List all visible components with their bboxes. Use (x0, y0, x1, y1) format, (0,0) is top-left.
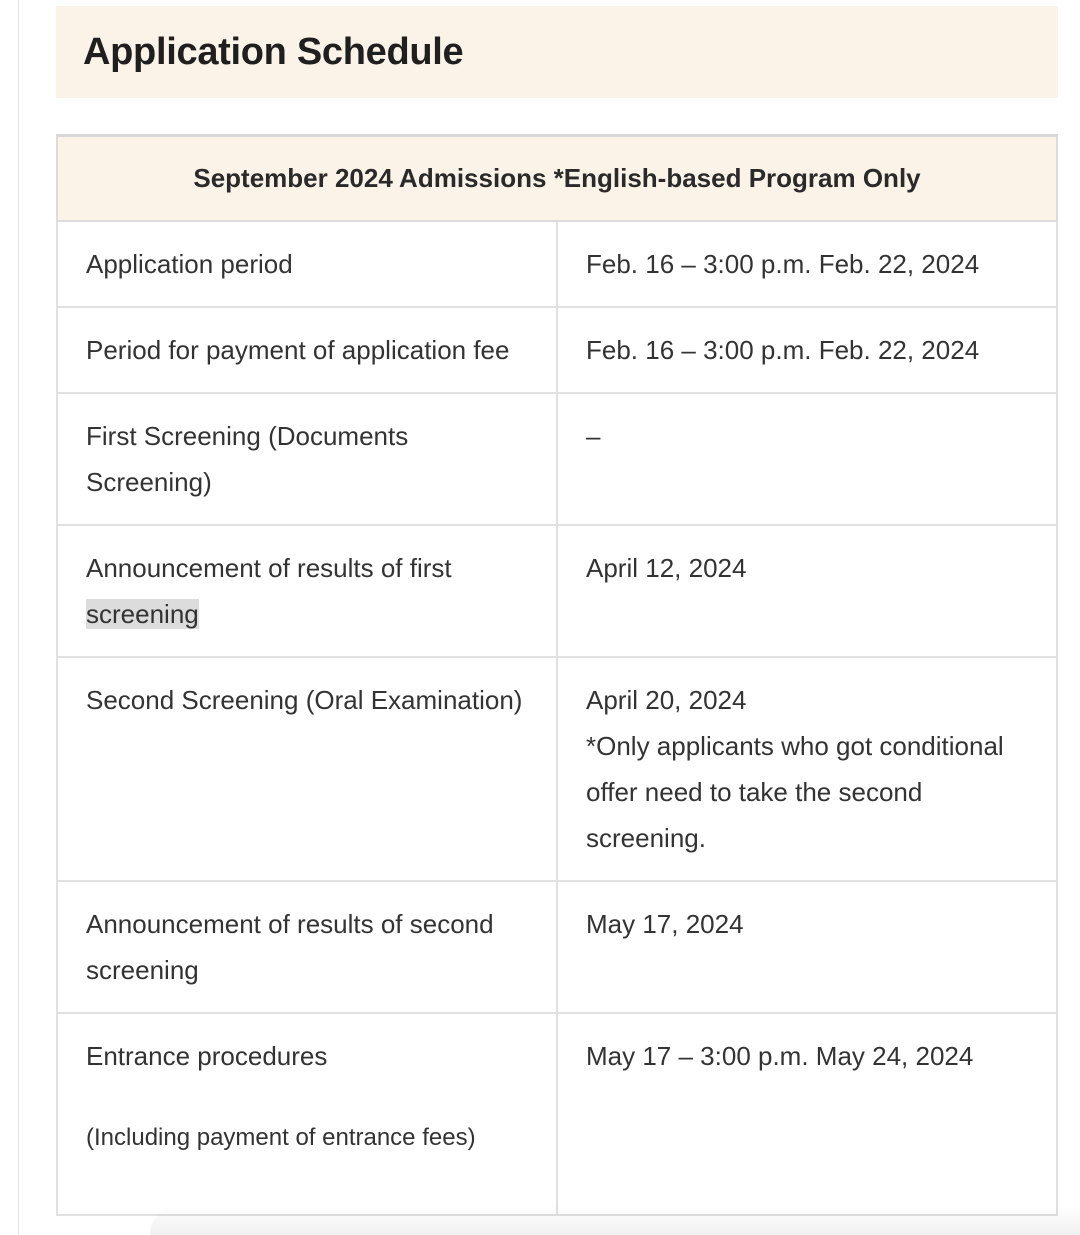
table-row (57, 881, 1057, 1013)
row-label: Application period (57, 221, 557, 307)
row-label: Announcement of results of second screening (57, 881, 557, 1013)
row-value: – (557, 393, 1057, 525)
table-row (57, 307, 1057, 393)
section-title: Application Schedule (83, 30, 464, 73)
row-value: Feb. 16 – 3:00 p.m. Feb. 22, 2024 (557, 307, 1057, 393)
schedule-table-container (56, 134, 1058, 1216)
row-label: Second Screening (Oral Examination) (57, 657, 557, 881)
row-label (57, 1013, 557, 1215)
table-caption-row (57, 136, 1057, 222)
left-divider (18, 0, 19, 1235)
table-row (57, 221, 1057, 307)
table-caption: September 2024 Admissions *English-based Program Only (57, 136, 1057, 222)
row-label: First Screening (Documents Screening) (57, 393, 557, 525)
table-row (57, 525, 1057, 657)
row-value-note: *Only applicants who got conditional offer need to take the second screening. (586, 731, 1004, 853)
row-value: Feb. 16 – 3:00 p.m. Feb. 22, 2024 (557, 221, 1057, 307)
row-label (57, 525, 557, 657)
row-label-text: Entrance procedures (86, 1041, 328, 1071)
table-row (57, 657, 1057, 881)
row-value (557, 657, 1057, 881)
schedule-table (56, 134, 1058, 1216)
row-value: May 17 – 3:00 p.m. May 24, 2024 (557, 1013, 1057, 1215)
table-row (57, 393, 1057, 525)
table-row (57, 1013, 1057, 1215)
row-value-date: April 20, 2024 (586, 685, 747, 715)
row-label-text: Announcement of results of first (86, 553, 452, 583)
page-shadow (150, 1205, 1080, 1235)
row-sublabel: (Including payment of entrance fees) (86, 1124, 476, 1151)
row-value: May 17, 2024 (557, 881, 1057, 1013)
section-header (56, 6, 1058, 98)
row-label: Period for payment of application fee (57, 307, 557, 393)
highlighted-text: screening (86, 599, 199, 629)
row-value: April 12, 2024 (557, 525, 1057, 657)
